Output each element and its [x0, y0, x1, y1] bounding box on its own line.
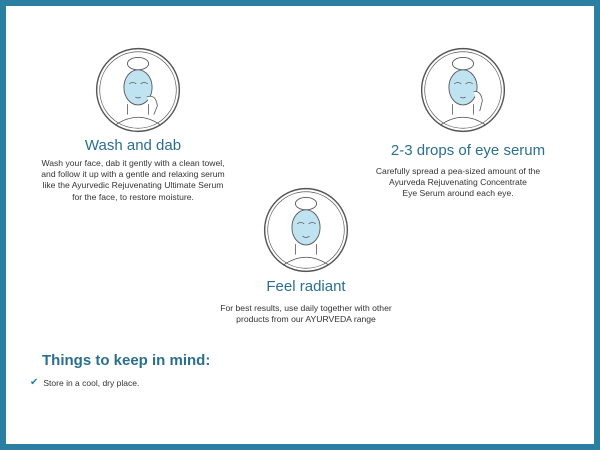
- keep-in-mind-item: [30, 377, 139, 388]
- keep-in-mind-heading: Things to keep in mind:: [42, 352, 211, 369]
- step-1-title: Wash and dab: [84, 137, 182, 154]
- step-3-line: For best results, use daily together with other: [220, 303, 392, 313]
- step-3-description: [176, 303, 436, 325]
- step-1-description: [18, 158, 248, 203]
- step-3-line: products from our AYURVEDA range: [236, 314, 376, 325]
- step-1-line: and follow it up with a gentle and relaxing serum: [41, 169, 225, 180]
- check-icon: ✔: [30, 377, 39, 388]
- woman-face-illustration-icon: [94, 46, 182, 134]
- step-1-line: for the face, to restore moisture.: [72, 191, 194, 202]
- step-2-title: 2-3 drops of eye serum: [390, 142, 546, 159]
- step-1-line: like the Ayurvedic Rejuvenating Ultimate Serum: [42, 180, 224, 191]
- step-1-line: Wash your face, dab it gently with a clean towel,: [41, 158, 225, 168]
- step-2-description: [343, 166, 573, 200]
- step-2-line: Carefully spread a pea-sized amount of the: [375, 166, 541, 176]
- woman-face-illustration-icon: [419, 46, 507, 134]
- step-2-line: Ayurveda Rejuvenating Concentrate: [389, 177, 527, 188]
- woman-face-illustration-icon: [262, 186, 350, 274]
- keep-in-mind-item-text: Store in a cool, dry place.: [43, 377, 140, 388]
- step-3-title: Feel radiant: [266, 278, 346, 295]
- step-2-line: Eye Serum around each eye.: [402, 188, 514, 199]
